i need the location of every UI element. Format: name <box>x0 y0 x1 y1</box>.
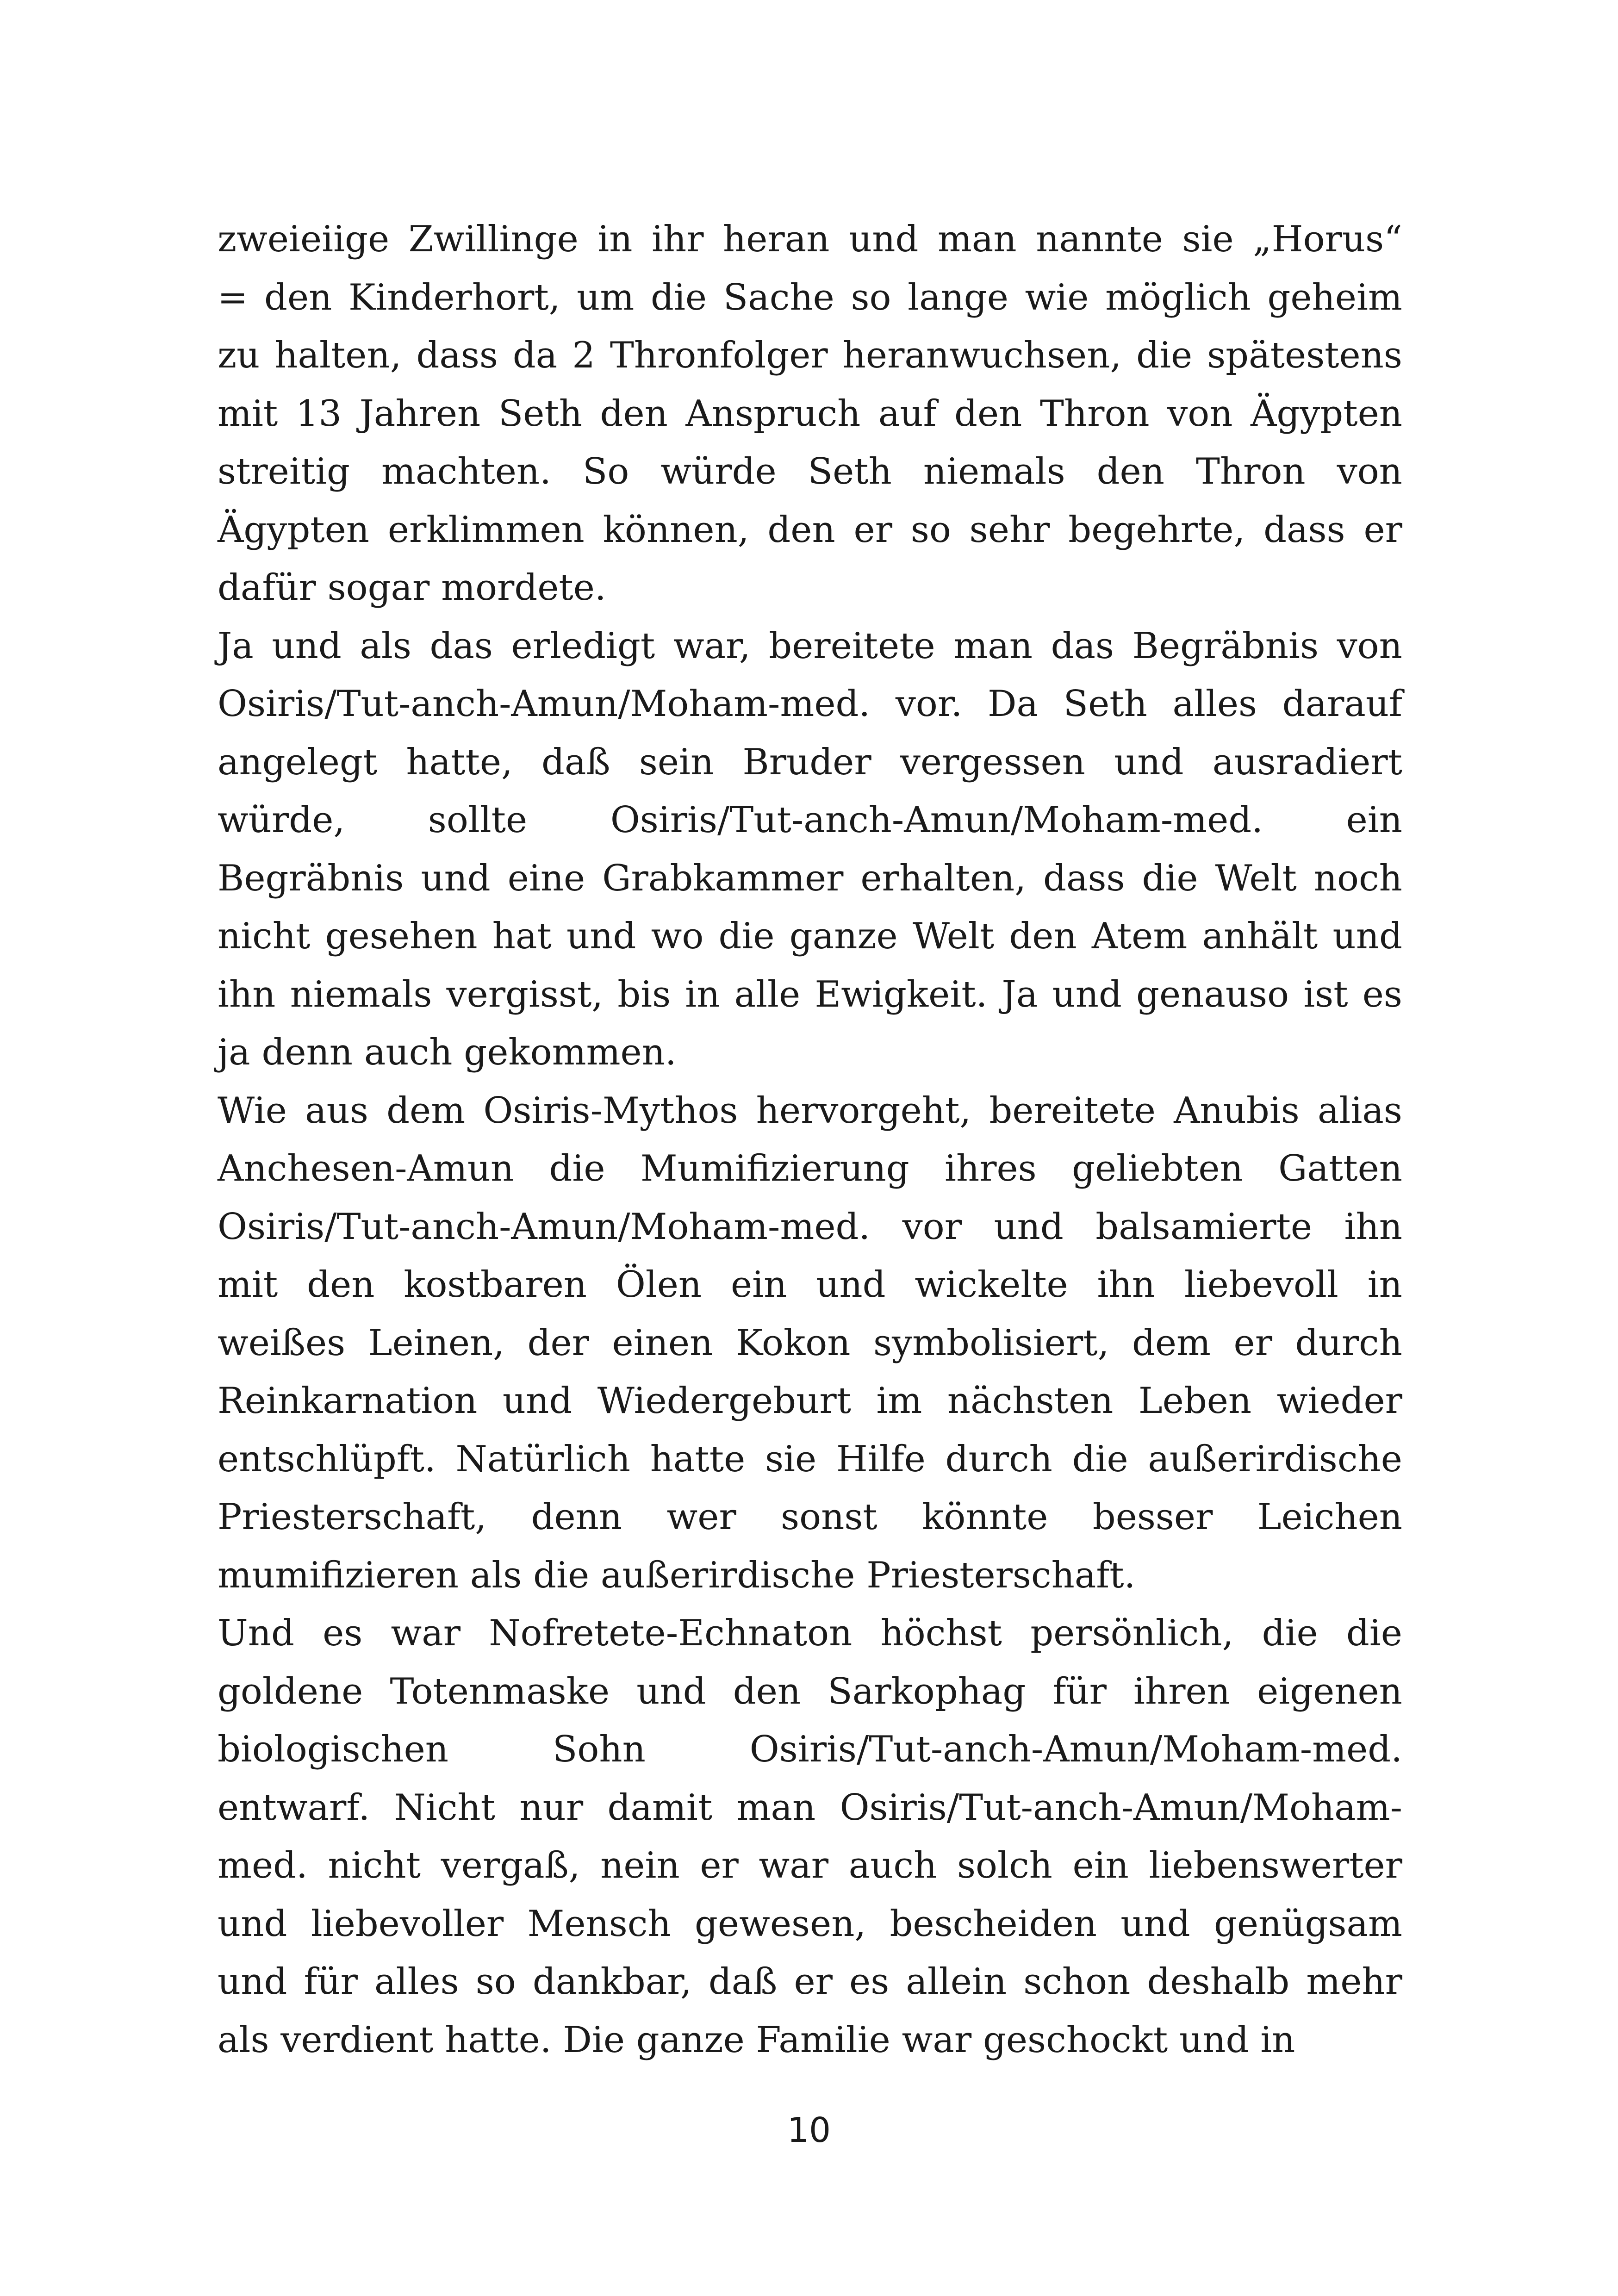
paragraph <box>218 1605 1402 2069</box>
text-line: weißes Leinen, der einen Kokon symbolisiert, dem er durch <box>218 1322 1402 1364</box>
text-line: mumifizieren als die außerirdische Priesterschaft. <box>218 1554 1136 1596</box>
text-line: goldene Totenmaske und den Sarkophag für ihren eigenen <box>218 1670 1402 1712</box>
text-line: Begräbnis und eine Grabkammer erhalten, dass die Welt noch <box>218 857 1402 899</box>
text-line: angelegt hatte, daß sein Bruder vergessen und ausradiert <box>218 741 1402 783</box>
page-number: 10 <box>787 2110 831 2150</box>
text-line: Wie aus dem Osiris-Mythos hervorgeht, bereitete Anubis alias <box>218 1089 1402 1132</box>
text-line: entschlüpft. Natürlich hatte sie Hilfe durch die außerirdische <box>218 1438 1402 1480</box>
text-line: würde, sollte Osiris/Tut-anch-Amun/Moham-med. ein <box>218 799 1402 841</box>
text-line: und für alles so dankbar, daß er es allein schon deshalb mehr <box>218 1961 1402 2003</box>
text-line: zu halten, dass da 2 Thronfolger heranwuchsen, die spätestens <box>218 335 1402 376</box>
text-line: Und es war Nofretete-Echnaton höchst persönlich, die die <box>218 1612 1402 1654</box>
text-line: und liebevoller Mensch gewesen, bescheiden und genügsam <box>218 1903 1402 1945</box>
text-line: = den Kinderhort, um die Sache so lange wie möglich geheim <box>218 276 1402 318</box>
text-line: mit 13 Jahren Seth den Anspruch auf den Thron von Ägypten <box>218 392 1402 435</box>
text-line: Osiris/Tut-anch-Amun/Moham-med. vor. Da Seth alles darauf <box>218 683 1402 725</box>
text-line: dafür sogar mordete. <box>218 567 606 609</box>
text-line: Osiris/Tut-anch-Amun/Moham-med. vor und balsamierte ihn <box>218 1206 1402 1248</box>
text-line: mit den kostbaren Ölen ein und wickelte ihn liebevoll in <box>218 1264 1402 1306</box>
text-line: zweieiige Zwillinge in ihr heran und man nannte sie „Horus“ <box>218 218 1402 260</box>
text-line: als verdient hatte. Die ganze Familie war geschockt und in <box>218 2019 1295 2061</box>
text-line: med. nicht vergaß, nein er war auch solch ein liebenswerter <box>218 1845 1402 1886</box>
text-line: biologischen Sohn Osiris/Tut-anch-Amun/Moham-med. <box>218 1729 1402 1770</box>
paragraph <box>218 617 1402 1082</box>
text-line: entwarf. Nicht nur damit man Osiris/Tut-anch-Amun/Moham- <box>218 1786 1402 1829</box>
text-line: Anchesen-Amun die Mumifizierung ihres geliebten Gatten <box>218 1148 1402 1189</box>
text-line: Ja und als das erledigt war, bereitete man das Begräbnis von <box>218 625 1402 667</box>
text-line: Priesterschaft, denn wer sonst könnte besser Leichen <box>218 1496 1402 1538</box>
text-line: Reinkarnation und Wiedergeburt im nächsten Leben wieder <box>218 1380 1402 1422</box>
text-line: nicht gesehen hat und wo die ganze Welt den Atem anhält und <box>218 915 1402 957</box>
paragraph <box>218 211 1402 617</box>
text-line: Ägypten erklimmen können, den er so sehr begehrte, dass er <box>218 509 1402 551</box>
body-text <box>218 211 1402 2069</box>
text-line: ihn niemals vergisst, bis in alle Ewigkeit. Ja und genauso ist es <box>218 973 1402 1015</box>
text-line: ja denn auch gekommen. <box>218 1032 677 1073</box>
paragraph <box>218 1082 1402 1605</box>
text-line: streitig machten. So würde Seth niemals den Thron von <box>218 451 1402 492</box>
